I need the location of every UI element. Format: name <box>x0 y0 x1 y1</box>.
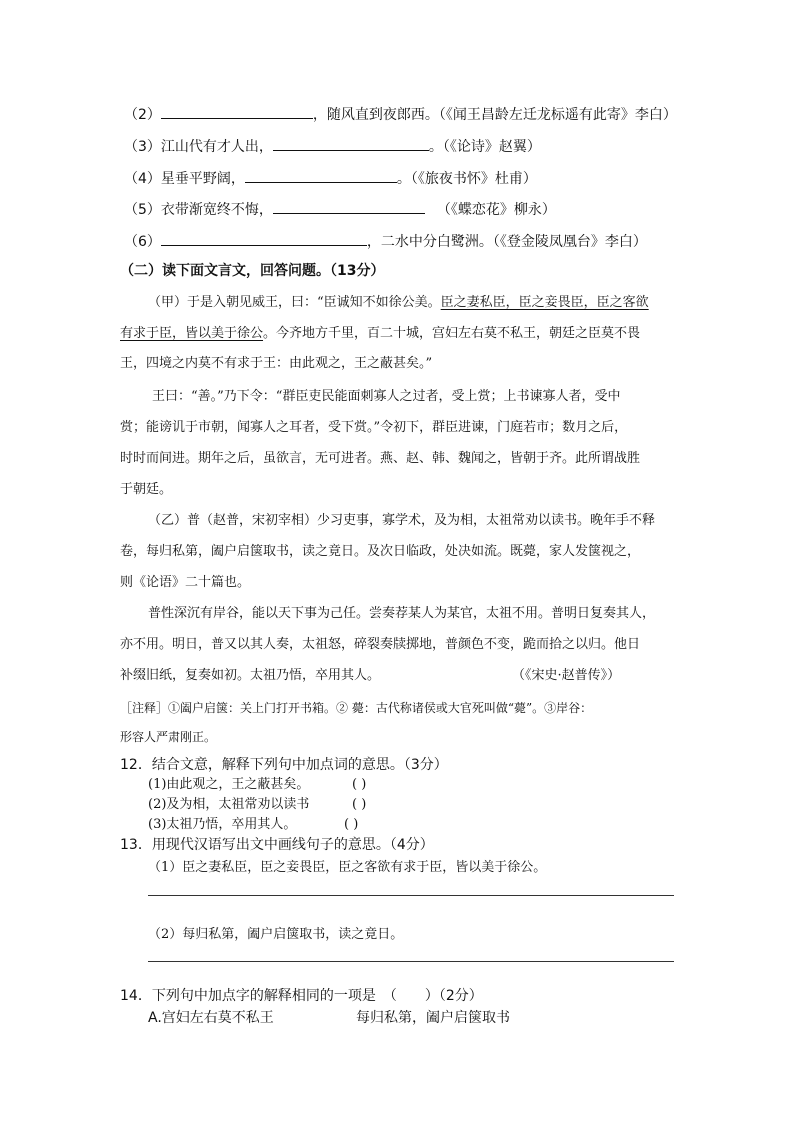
passage-line: 有求于臣，皆以美于徐公。今齐地方千里，百二十城，宫妇左右莫不私王，朝廷之臣莫不畏 <box>120 326 641 341</box>
fill-line-5 <box>124 201 556 217</box>
fill-2-prefix: （2） <box>124 107 161 123</box>
fill-line-3 <box>124 138 541 154</box>
passage-line: 亦不用。明日，普又以其人奏，太祖怒，碎裂奏牍掷地，普颜色不变，跪而拾之以归。他日 <box>120 637 641 652</box>
q12-answer-paren[interactable]: ( ) <box>352 777 367 792</box>
notes-line: ［注释］①阖户启箧：关上门打开书箱。② 薨：古代称诸侯或大官死叫做“薨”。③岸谷： <box>120 701 593 715</box>
fill-line-2 <box>124 106 677 122</box>
passage-line: 卷，每归私第，阖户启箧取书，读之竟日。及次日临政，处决如流。既薨，家人发箧视之， <box>120 544 641 559</box>
answer-line[interactable] <box>148 895 674 896</box>
fill-3-suffix: 。（《论诗》赵翼） <box>428 139 541 155</box>
passage-source: （《宋史·赵普传》） <box>512 668 621 683</box>
passage-line: 时时而间进。期年之后，虽欲言，无可进者。燕、赵、韩、魏闻之，皆朝于齐。此所谓战胜 <box>120 451 641 466</box>
q14-option-a[interactable]: A.宫妇左右莫不私王 <box>148 1010 274 1026</box>
q14-option-a-compare: 每归私第，阖户启箧取书 <box>356 1010 510 1026</box>
passage-line: （乙）普（赵普，宋初宰相）少习吏事，寡学术，及为相，太祖常劝以读书。晚年手不释 <box>148 513 656 528</box>
question-12-title: 12．结合文意，解释下列句中加点词的意思。（3分） <box>120 757 448 773</box>
answer-blank-2[interactable] <box>161 106 313 119</box>
passage-line: 赏；能谤讥于市朝，闻寡人之耳者，受下赏。”令初下，群臣进谏，门庭若市；数月之后， <box>120 420 628 435</box>
fill-2-suffix: ，随风直到夜郎西。（《闻王昌龄左迁龙标遥有此寄》李白） <box>312 107 677 123</box>
notes-line: 形容人严肃刚正。 <box>120 730 217 744</box>
fill-line-6 <box>124 233 647 249</box>
passage-line: 王曰：“善。”乃下令：“群臣吏民能面刺寡人之过者，受上赏；上书谏寡人者，受中 <box>152 389 621 404</box>
fill-6-suffix: ，二水中分白鹭洲。（《登金陵凤凰台》李白） <box>366 234 647 250</box>
fill-line-4 <box>124 170 537 186</box>
passage-line: 于朝廷。 <box>120 482 173 497</box>
answer-line[interactable] <box>148 961 674 962</box>
fill-6-prefix: （6） <box>124 234 161 250</box>
q12-item: (1)由此观之，王之蔽甚矣。 <box>148 777 310 792</box>
answer-blank-4[interactable] <box>245 170 397 183</box>
q13-sentence-2: （2）每归私第，阖户启箧取书，读之竟日。 <box>148 927 404 942</box>
answer-blank-6[interactable] <box>161 233 367 246</box>
passage-line: 补缀旧纸，复奏如初。太祖乃悟，卒用其人。 <box>120 668 381 683</box>
underlined-sentence: 有求于臣，皆以美于徐公 <box>120 326 264 341</box>
q12-item: (2)及为相，太祖常劝以读书 <box>148 797 310 812</box>
question-13-title: 13．用现代汉语写出文中画线句子的意思。（4分） <box>120 837 434 853</box>
fill-4-suffix: 。（《旅夜书怀》杜甫） <box>396 171 537 187</box>
q12-answer-paren[interactable]: ( ) <box>352 797 367 812</box>
fill-5-suffix: （《蝶恋花》柳永） <box>436 202 556 218</box>
section-heading: （二）读下面文言文，回答问题。（13分） <box>120 263 385 279</box>
answer-blank-5[interactable] <box>273 201 425 214</box>
passage-line: 普性深沉有岸谷，能以天下事为己任。尝奏荐某人为某官，太祖不用。普明日复奏其人， <box>148 606 656 621</box>
q12-item: (3)太祖乃悟，卒用其人。 <box>148 817 297 832</box>
q13-sentence-1: （1）臣之妻私臣，臣之妾畏臣，臣之客欲有求于臣，皆以美于徐公。 <box>148 860 547 875</box>
fill-3-prefix: （3）江山代有才人出， <box>124 139 273 155</box>
underlined-sentence: 臣之妻私臣，臣之妾畏臣，臣之客欲 <box>440 295 649 310</box>
question-14-title: 14．下列句中加点字的解释相同的一项是 （ ）（2分） <box>120 988 483 1004</box>
passage-line: 则《论语》二十篇也。 <box>120 575 251 590</box>
answer-blank-3[interactable] <box>273 138 429 151</box>
passage-line: 王，四境之内莫不有求于王：由此观之，王之蔽甚矣。” <box>120 356 433 371</box>
fill-5-prefix: （5）衣带渐宽终不悔， <box>124 202 273 218</box>
q12-answer-paren[interactable]: ( ) <box>344 817 359 832</box>
passage-line: （甲）于是入朝见威王，曰：“臣诚知不如徐公美。臣之妻私臣，臣之妾畏臣，臣之客欲 <box>148 295 649 310</box>
fill-4-prefix: （4）星垂平野阔， <box>124 171 245 187</box>
